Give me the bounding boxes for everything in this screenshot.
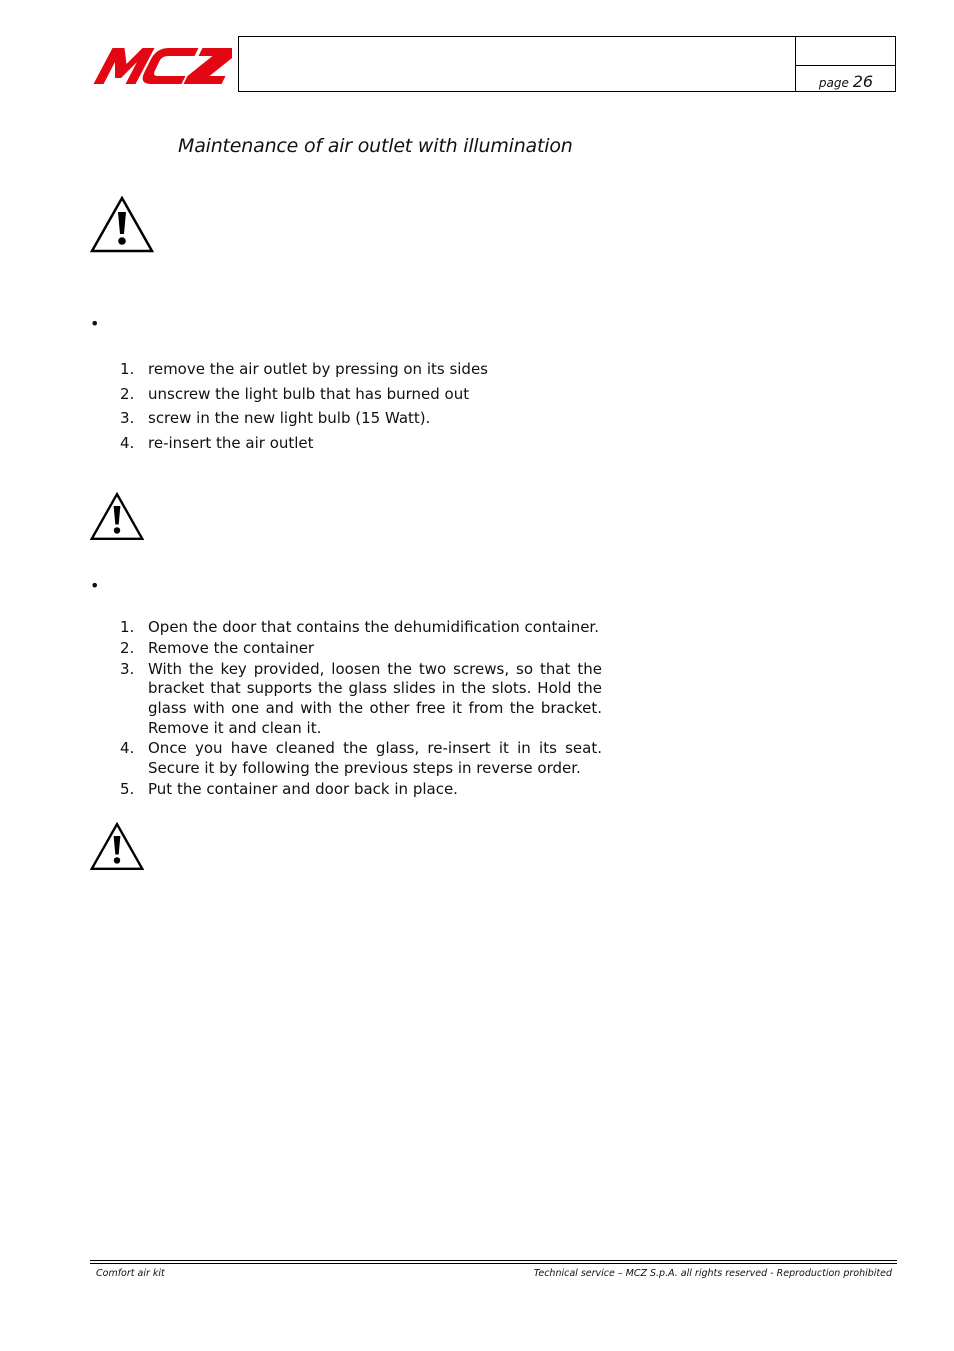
list-item-number: 5. xyxy=(120,779,135,798)
list-item xyxy=(120,780,602,800)
list-item-number: 3. xyxy=(120,659,135,678)
footer-document-name: Comfort air kit xyxy=(96,1268,165,1279)
page-number-value: 26 xyxy=(852,72,874,91)
bullet: • xyxy=(90,576,100,595)
list-item-text: screw in the new light bulb (15 Watt). xyxy=(148,409,431,427)
list-item xyxy=(120,660,602,738)
warning-triangle-icon xyxy=(90,196,154,253)
list-item xyxy=(120,433,602,453)
list-item-number: 3. xyxy=(120,409,135,427)
page-number xyxy=(796,72,896,91)
list-item xyxy=(120,639,602,659)
list-item-number: 4. xyxy=(120,433,135,452)
list-item-number: 2. xyxy=(120,384,135,403)
list-item-text: re-insert the air outlet xyxy=(148,433,314,452)
list-item-text: remove the air outlet by pressing on its sides xyxy=(148,360,488,378)
list-item-text: Open the door that contains the dehumidification container. xyxy=(148,618,599,636)
footer-copyright: Technical service – MCZ S.p.A. all rights reserved - Reproduction prohibited xyxy=(533,1268,892,1279)
header-divider xyxy=(796,65,896,66)
list-item xyxy=(120,384,602,404)
page-label: page xyxy=(818,76,849,90)
section-title: Maintenance of air outlet with illumination xyxy=(178,135,573,157)
list-item-number: 1. xyxy=(120,360,135,378)
warning-triangle-icon xyxy=(90,822,144,871)
warning-triangle-icon xyxy=(90,492,144,541)
lamp-replacement-steps xyxy=(120,359,602,457)
list-item-text: With the key provided, loosen the two screws, so that the bracket that supports the glass slides in the slots. Hold the glass with one and with the other free it from the bracket. Remove it and clean it. xyxy=(148,659,602,737)
list-item xyxy=(120,408,602,428)
header-page-box xyxy=(795,36,896,92)
list-item xyxy=(120,739,602,778)
footer-rule xyxy=(90,1260,897,1264)
list-item-number: 2. xyxy=(120,638,135,657)
list-item-text: Put the container and door back in place. xyxy=(148,779,458,798)
list-item-number: 1. xyxy=(120,618,135,636)
list-item-number: 4. xyxy=(120,739,135,758)
bullet: • xyxy=(90,314,100,333)
list-item-text: unscrew the light bulb that has burned out xyxy=(148,384,470,403)
mcz-logo xyxy=(92,42,232,86)
list-item-text: Once you have cleaned the glass, re-insert it in its seat. Secure it by following the previous steps in reverse order. xyxy=(148,739,602,778)
list-item xyxy=(120,618,602,638)
glass-cleaning-steps xyxy=(120,618,602,801)
list-item-text: Remove the container xyxy=(148,638,315,657)
list-item xyxy=(120,359,602,379)
